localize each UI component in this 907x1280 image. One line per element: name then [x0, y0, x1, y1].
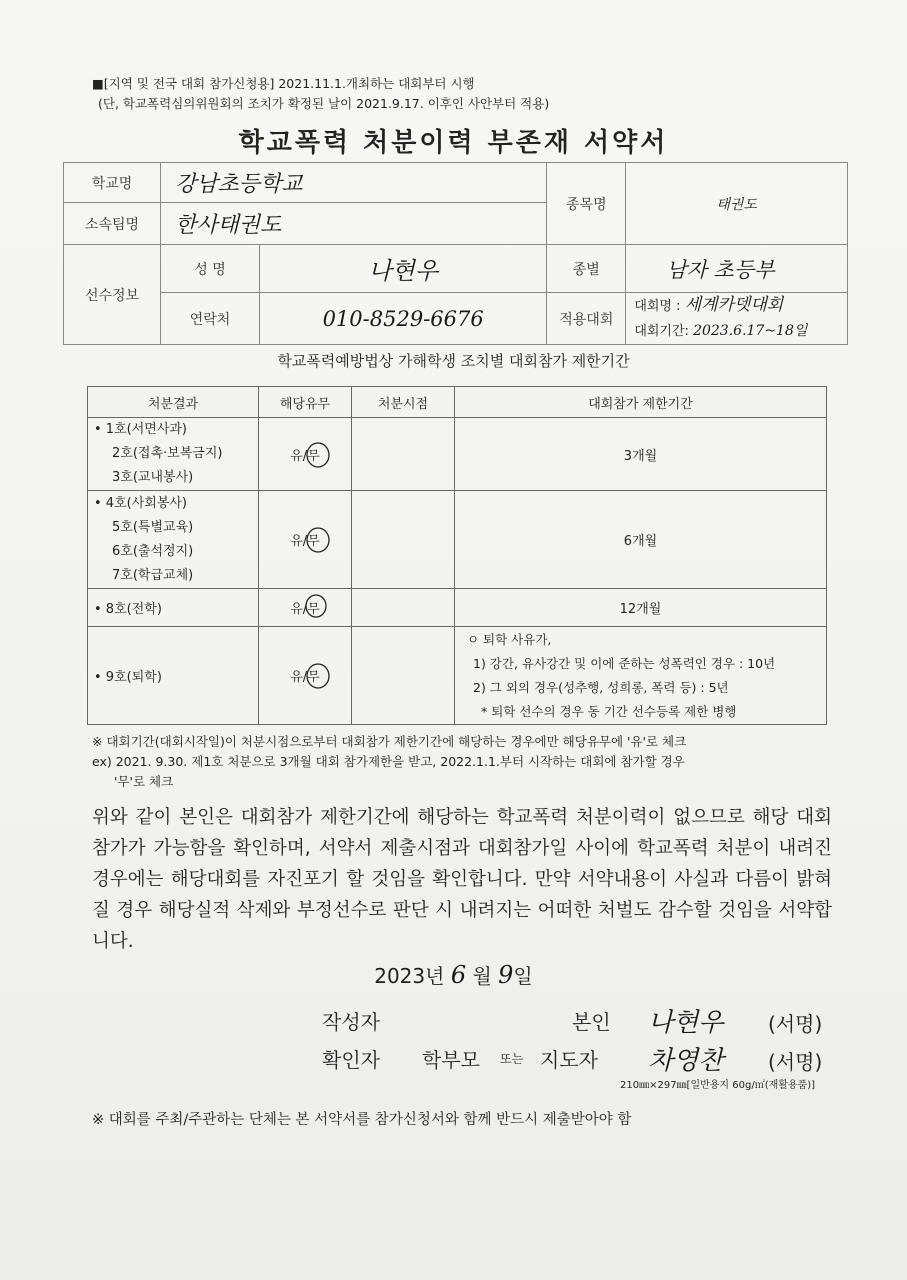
item: • 8호(전학)	[88, 589, 259, 627]
period-cell: 12개월	[455, 589, 827, 627]
table-row	[88, 627, 827, 725]
col-header-period: 대회참가 제한기간	[455, 387, 827, 418]
col-header-time: 처분시점	[352, 387, 455, 418]
item: 5호(특별교육)	[112, 519, 194, 535]
period-line: 1) 강간, 유사강간 및 이에 준하는 성폭력인 경우 : 10년	[473, 655, 776, 671]
coach-sign-label: (서명)	[768, 1050, 823, 1074]
paper-spec: 210㎜×297㎜[일반용지 60g/㎡(재활용품)]	[620, 1080, 816, 1091]
self-sign-label: (서명)	[768, 1012, 823, 1036]
competition-label: 적용대회	[547, 293, 626, 345]
note-line: '무'로 체크	[114, 774, 174, 789]
date-month-unit: 월	[472, 964, 492, 988]
restriction-table	[87, 386, 827, 725]
date-day-unit: 일	[513, 964, 533, 988]
event-value: 태권도	[626, 163, 848, 245]
period-cell: 3개월	[455, 418, 827, 491]
header-note-line1: ■[지역 및 전국 대회 참가신청용] 2021.11.1.개최하는 대회부터 시행	[92, 76, 475, 91]
item: 6호(출석정지)	[112, 543, 194, 559]
event-label: 종목명	[547, 163, 626, 245]
table-row	[88, 418, 827, 491]
check-cell: 유/무	[259, 418, 352, 491]
comp-name-label: 대회명 :	[634, 299, 681, 314]
check-circles	[298, 433, 358, 693]
pledge-text: 위와 같이 본인은 대회참가 제한기간에 해당하는 학교폭력 처분이력이 없으므로 해당 대회 참가가 가능함을 확인하며, 서약서 제출시점과 대회참가일 사이에 학교폭력 처분이 내려진 경우에는 해당대회를 자진포기 할 것임을 확인합니다. 만약 서약내용이 사실과 다름이 밝혀질 경우 해당실적 삭제와 부정선수로 판단 시 내려지는 어떠한 처벌도 감수할 것임을 서약합니다.	[92, 807, 832, 952]
comp-period-value: 2023.6.17~18일	[693, 323, 808, 339]
time-cell	[352, 418, 455, 491]
note-line: ※ 대회기간(대회시작일)이 처분시점으로부터 대회참가 제한기간에 해당하는 경우에만 해당유무에 '유'로 체크	[92, 734, 687, 749]
date-year: 2023년	[374, 964, 445, 988]
player-label: 선수정보	[64, 245, 161, 345]
period-cell: 6개월	[455, 491, 827, 589]
note-line: ex) 2021. 9.30. 제1호 처분으로 3개월 대회 참가제한을 받고, 2022.1.1.부터 시작하는 대회에 참가할 경우	[92, 754, 685, 769]
item: 2호(접촉·보복금지)	[112, 446, 223, 461]
name-value: 나현우	[368, 257, 438, 285]
table-row	[88, 491, 827, 589]
category-label: 종별	[547, 245, 626, 293]
team-value: 한사태권도	[175, 213, 282, 238]
restriction-title: 학교폭력예방법상 가해학생 조치별 대회참가 제한기간	[277, 352, 630, 370]
comp-name-value: 세계카뎃대회	[684, 295, 784, 315]
period-line: ㅇ 퇴학 사유가,	[467, 631, 552, 647]
info-table	[63, 162, 848, 345]
team-label: 소속팀명	[64, 203, 161, 245]
confirmer-label: 확인자	[322, 1048, 380, 1072]
or-label: 또는	[500, 1052, 524, 1066]
item: • 9호(퇴학)	[88, 627, 259, 725]
school-label: 학교명	[64, 163, 161, 203]
time-cell	[352, 627, 455, 725]
item: • 1호(서면사과)	[94, 422, 188, 437]
self-signature: 나현우	[648, 1008, 724, 1038]
time-cell	[352, 491, 455, 589]
contact-label: 연락처	[161, 293, 260, 345]
parent-label: 학부모	[422, 1048, 480, 1072]
check-cell: 유/무	[259, 627, 352, 725]
period-line: 2) 그 외의 경우(성추행, 성희롱, 폭력 등) : 5년	[473, 679, 729, 695]
col-header-check: 해당유무	[259, 387, 352, 418]
time-cell	[352, 589, 455, 627]
writer-label: 작성자	[322, 1010, 380, 1034]
table-row	[88, 589, 827, 627]
item: • 4호(사회봉사)	[94, 495, 188, 511]
header-note	[92, 74, 549, 114]
date-month: 6	[450, 961, 467, 989]
document-title: 학교폭력 처분이력 부존재 서약서	[238, 128, 669, 158]
comp-period-label: 대회기간:	[634, 324, 689, 339]
coach-signature: 차영찬	[648, 1046, 724, 1076]
category-value: 남자 초등부	[666, 257, 775, 282]
bottom-note: ※ 대회를 주최/주관하는 단체는 본 서약서를 참가신청서와 함께 반드시 제출받아야 함	[92, 1112, 632, 1128]
header-note-line2: (단, 학교폭력심의위원회의 조치가 확정된 날이 2021.9.17. 이후인 사안부터 적용)	[98, 96, 550, 111]
item: 7호(학급교체)	[112, 567, 194, 583]
pledge-date	[0, 960, 907, 989]
period-line: * 퇴학 선수의 경우 동 기간 선수등록 제한 병행	[481, 703, 737, 719]
check-cell: 유/무	[259, 589, 352, 627]
check-cell: 유/무	[259, 491, 352, 589]
col-header-result: 처분결과	[88, 387, 259, 418]
name-label: 성 명	[161, 245, 260, 293]
contact-value: 010-8529-6676	[322, 306, 484, 331]
coach-label: 지도자	[540, 1048, 598, 1072]
school-value: 강남초등학교	[175, 172, 303, 197]
item: 3호(교내봉사)	[112, 470, 194, 485]
self-label: 본인	[572, 1010, 611, 1034]
table-notes	[92, 732, 686, 792]
date-day: 9	[498, 961, 514, 989]
